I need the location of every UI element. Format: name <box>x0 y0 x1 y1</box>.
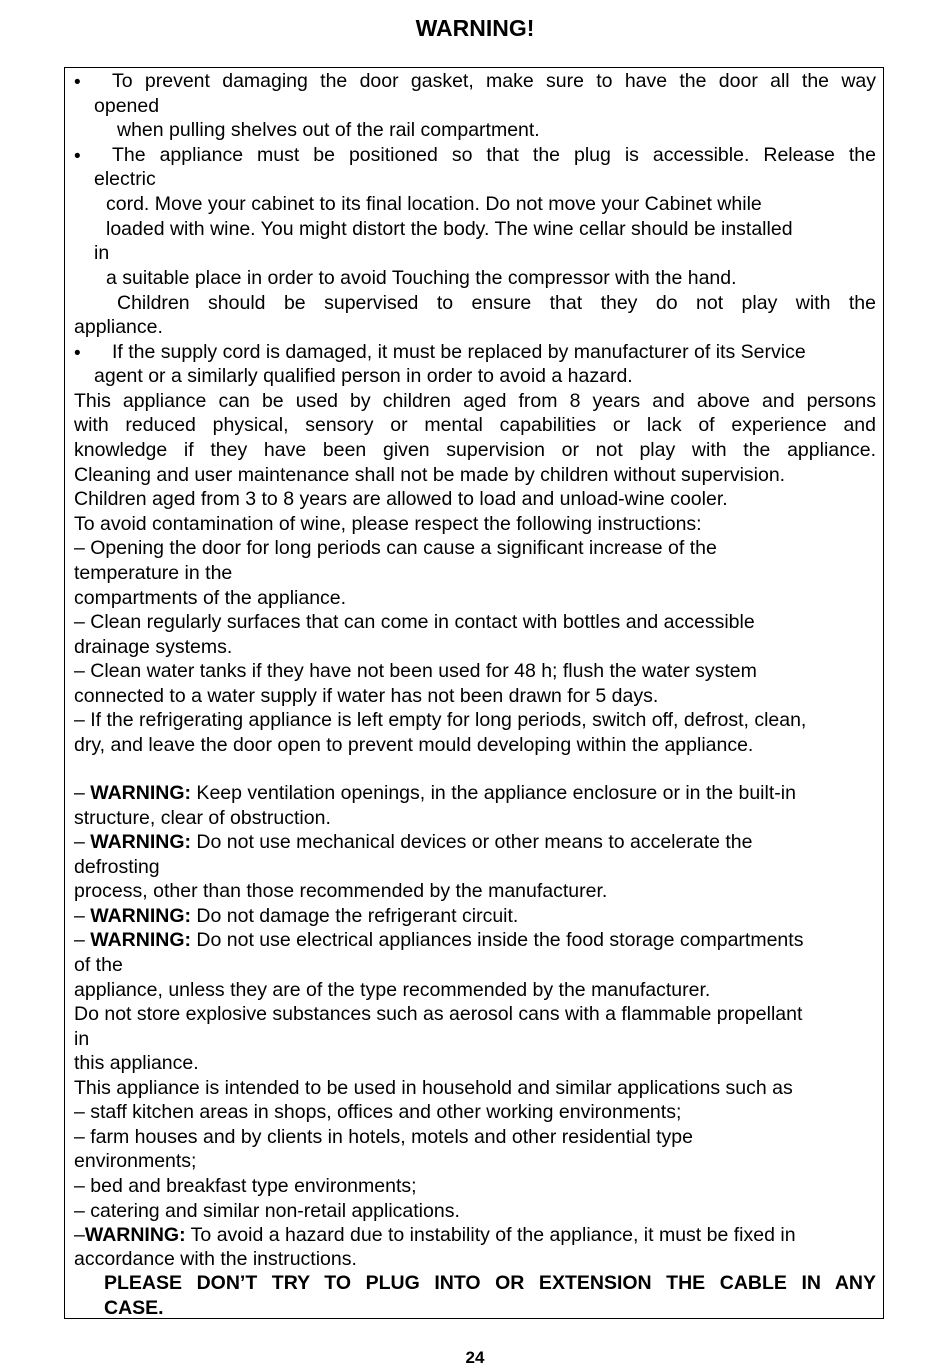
bullet-1-line-2: opened <box>94 95 160 117</box>
warning-defrost-line-1: – WARNING: Do not use mechanical devices or other means to accelerate the <box>74 831 753 853</box>
instruction-empty-line-2: dry, and leave the door open to prevent mould developing within the appliance. <box>74 734 754 756</box>
warning-label: WARNING: <box>90 905 192 927</box>
household-item-catering: – catering and similar non-retail applications. <box>74 1200 460 1222</box>
household-intro: This appliance is intended to be used in household and similar applications such as <box>74 1077 793 1099</box>
bullet-1-line-3: when pulling shelves out of the rail compartment. <box>117 119 540 141</box>
bullet-2-line-5: in <box>94 242 110 264</box>
household-item-staff-kitchen: – staff kitchen areas in shops, offices and other working environments; <box>74 1101 682 1123</box>
warning-ventilation-line-1: – WARNING: Keep ventilation openings, in the appliance enclosure or in the built-in <box>74 782 796 804</box>
paragraph-children-line-3: knowledge if they have been given supervision or not play with the appliance. <box>74 439 876 461</box>
instruction-clean-line-1: – Clean regularly surfaces that can come in contact with bottles and accessible <box>74 611 755 633</box>
instruction-clean-line-2: drainage systems. <box>74 636 233 658</box>
bullet-2-line-3: cord. Move your cabinet to its final location. Do not move your Cabinet while <box>106 193 762 215</box>
warning-label: WARNING: <box>90 782 192 804</box>
paragraph-contamination-intro: To avoid contamination of wine, please respect the following instructions: <box>74 513 702 535</box>
warning-label: WARNING: <box>84 1224 186 1246</box>
paragraph-children-line-2: with reduced physical, sensory or mental capabilities or lack of experience and <box>74 414 876 436</box>
household-item-bed-breakfast: – bed and breakfast type environments; <box>74 1175 417 1197</box>
bullet-icon: • <box>74 72 81 93</box>
paragraph-children-load: Children aged from 3 to 8 years are allowed to load and unload-wine cooler. <box>74 488 728 510</box>
instruction-water-line-2: connected to a water supply if water has not been drawn for 5 days. <box>74 685 659 707</box>
page-title: WARNING! <box>415 15 535 41</box>
household-item-farm-line-1: – farm houses and by clients in hotels, motels and other residential type <box>74 1126 693 1148</box>
bullet-2-line-8: appliance. <box>74 316 163 338</box>
instruction-door-line-1: – Opening the door for long periods can cause a significant increase of the <box>74 537 717 559</box>
final-warning-line-2: CASE. <box>104 1297 164 1319</box>
warning-electrical-line-1: – WARNING: Do not use electrical appliances inside the food storage compartments <box>74 929 804 951</box>
paragraph-children-line-4: Cleaning and user maintenance shall not be made by children without supervision. <box>74 464 786 486</box>
bullet-2-line-2: electric <box>94 168 156 190</box>
page-number: 24 <box>465 1348 485 1367</box>
warning-label: WARNING: <box>90 831 192 853</box>
warning-defrost-line-3: process, other than those recommended by the manufacturer. <box>74 880 608 902</box>
warning-defrost-line-2: defrosting <box>74 856 160 878</box>
warning-refrigerant-line: – WARNING: Do not damage the refrigerant circuit. <box>74 905 519 927</box>
instruction-door-line-2: temperature in the <box>74 562 233 584</box>
final-warning-line-1: PLEASE DON’T TRY TO PLUG INTO OR EXTENSION THE CABLE IN ANY <box>104 1272 876 1294</box>
warning-ventilation-line-2: structure, clear of obstruction. <box>74 807 331 829</box>
explosive-line-3: this appliance. <box>74 1052 199 1074</box>
warning-electrical-line-2: of the <box>74 954 123 976</box>
warning-electrical-line-3: appliance, unless they are of the type recommended by the manufacturer. <box>74 979 711 1001</box>
instruction-empty-line-1: – If the refrigerating appliance is left empty for long periods, switch off, defrost, clean, <box>74 709 807 731</box>
bullet-2-line-7: Children should be supervised to ensure that they do not play with the <box>117 292 876 314</box>
bullet-1-line-1: To prevent damaging the door gasket, make sure to have the door all the way <box>112 70 876 92</box>
bullet-3-line-2: agent or a similarly qualified person in order to avoid a hazard. <box>94 365 633 387</box>
paragraph-children-line-1: This appliance can be used by children aged from 8 years and above and persons <box>74 390 876 412</box>
explosive-line-1: Do not store explosive substances such as aerosol cans with a flammable propellant <box>74 1003 803 1025</box>
bullet-2-line-4: loaded with wine. You might distort the body. The wine cellar should be installed <box>106 218 793 240</box>
bullet-2-line-6: a suitable place in order to avoid Touching the compressor with the hand. <box>106 267 737 289</box>
warning-instability-line-1: –WARNING: To avoid a hazard due to instability of the appliance, it must be fixed in <box>74 1224 796 1246</box>
instruction-door-line-3: compartments of the appliance. <box>74 587 347 609</box>
household-item-farm-line-2: environments; <box>74 1150 197 1172</box>
bullet-icon: • <box>74 343 81 364</box>
bullet-2-line-1: The appliance must be positioned so that the plug is accessible. Release the <box>112 144 876 166</box>
warning-instability-line-2: accordance with the instructions. <box>74 1248 357 1270</box>
instruction-water-line-1: – Clean water tanks if they have not been used for 48 h; flush the water system <box>74 660 757 682</box>
bullet-3-line-1: If the supply cord is damaged, it must be replaced by manufacturer of its Service <box>112 341 806 363</box>
bullet-icon: • <box>74 146 81 167</box>
explosive-line-2: in <box>74 1028 90 1050</box>
warning-label: WARNING: <box>90 929 192 951</box>
